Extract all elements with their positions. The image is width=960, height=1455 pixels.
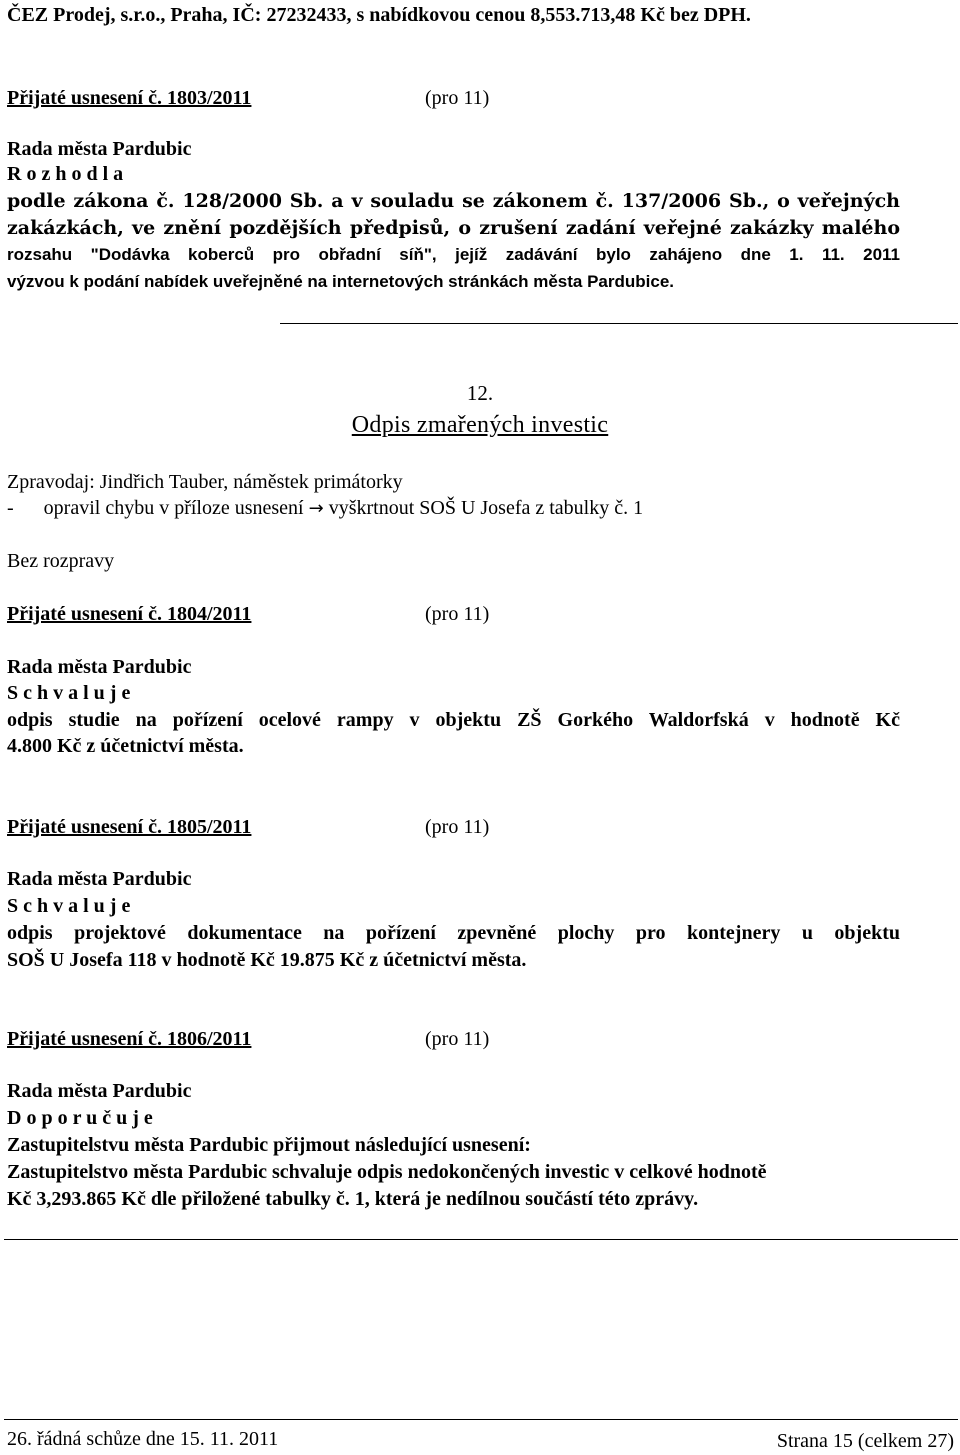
item-number: 12. [466,381,494,405]
item-title: Odpis zmařených investic [351,412,609,438]
resolution-text-line: Kč 3,293.865 Kč dle přiložené tabulky č. 1, která je nedílnou součástí této zprávy. [7,1188,699,1210]
correction-note [7,496,643,521]
resolution-text-line: odpis studie na pořízení ocelové rampy v objektu ZŠ Gorkého Waldorfská v hodnotě Kč [7,709,900,731]
resolution-heading: Přijaté usnesení č. 1806/2011 [7,1028,252,1050]
resolution-text-line: rozsahu "Dodávka koberců pro obřadní síň", jejíž zadávání bylo zahájeno dne 1. 11. 2011 [7,245,900,264]
section-divider [280,323,958,324]
reporter-name: Jindřich Tauber, náměstek primátorky [99,471,403,493]
resolution-text-line: SOŠ U Josefa 118 v hodnotě Kč 19.875 Kč z účetnictví města. [7,949,527,971]
note-text: opravil chybu v příloze usnesení [43,497,304,519]
resolution-text-line: 4.800 Kč z účetnictví města. [7,735,244,757]
resolution-verb: S c h v a l u j e [7,895,131,917]
section-divider [4,1239,958,1240]
resolution-text-line: Zastupitelstvu města Pardubic přijmout následující usnesení: [7,1134,531,1156]
contractor-line: ČEZ Prodej, s.r.o., Praha, IČ: 27232433, s nabídkovou cenou 8,553.713,48 Kč bez DPH. [7,4,751,26]
resolution-heading: Přijaté usnesení č. 1805/2011 [7,816,252,838]
reporter-line [7,470,403,494]
note-dash: - [7,497,14,519]
resolution-heading: Přijaté usnesení č. 1803/2011 [7,87,252,109]
resolution-verb: S c h v a l u j e [7,682,131,704]
council-name: Rada města Pardubic [7,656,192,678]
resolution-verb: R o z h o d l a [7,163,124,185]
resolution-text-line: odpis projektové dokumentace na pořízení zpevněné plochy pro kontejnery u objektu [7,922,900,944]
resolution-text-line: výzvou k podání nabídek uveřejněné na internetových stránkách města Pardubice. [7,272,675,291]
resolution-text-line: zakázkách, ve znění pozdějších předpisů, o zrušení zadání veřejné zakázky malého [7,217,900,239]
vote-count: (pro 11) [425,1028,490,1050]
vote-count: (pro 11) [425,87,490,109]
note-text-2: vyškrtnout SOŠ U Josefa z tabulky č. 1 [328,497,644,519]
vote-count: (pro 11) [425,816,490,838]
resolution-verb: D o p o r u č u j e [7,1107,153,1129]
vote-count: (pro 11) [425,603,490,625]
resolution-heading: Přijaté usnesení č. 1804/2011 [7,603,252,625]
council-name: Rada města Pardubic [7,1080,192,1102]
council-name: Rada města Pardubic [7,138,192,160]
reporter-label: Zpravodaj: [7,471,95,493]
resolution-text-line: podle zákona č. 128/2000 Sb. a v souladu se zákonem č. 137/2006 Sb., o veřejných [7,190,900,212]
footer-rule [4,1419,958,1420]
council-name: Rada města Pardubic [7,868,192,890]
arrow-right-icon: → [308,498,324,519]
resolution-text-line: Zastupitelstvo města Pardubic schvaluje odpis nedokončených investic v celkové hodnotě [7,1161,767,1183]
footer-meeting: 26. řádná schůze dne 15. 11. 2011 [7,1428,279,1450]
discussion-note: Bez rozpravy [7,550,115,572]
footer-page-number: Strana 15 (celkem 27) [776,1430,954,1452]
